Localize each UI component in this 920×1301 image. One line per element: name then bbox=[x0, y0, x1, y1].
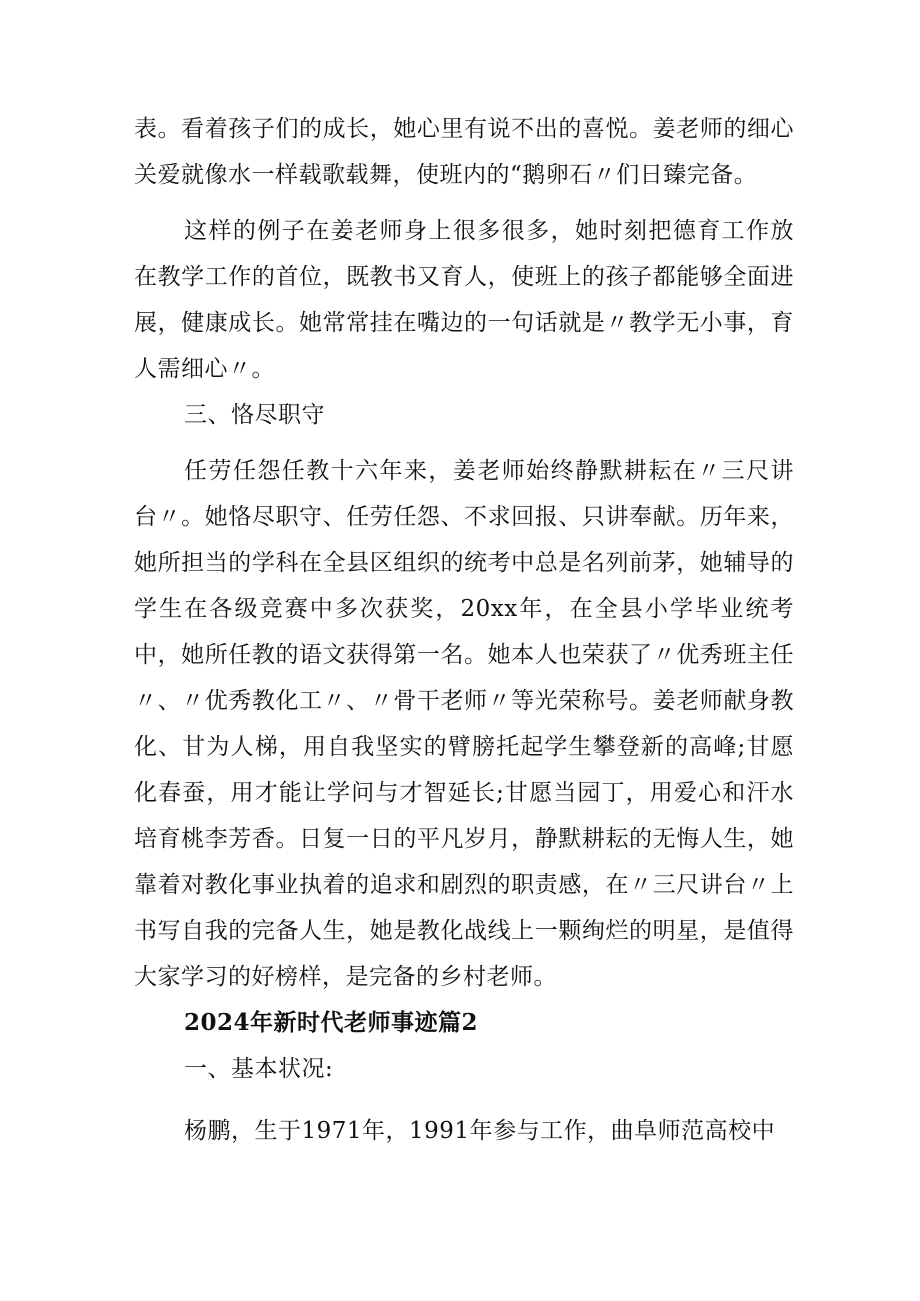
heading-basic-info: 一、基本状况: bbox=[184, 1056, 334, 1082]
paragraph-3: 任劳任怨任教十六年来，姜老师始终静默耕耘在〃三尺讲台〃。她恪尽职守、任劳任怨、不求回报、只讲奉献。历年来，她所担当的学科在全县区组织的统考中总是名列前茅，她辅导的学生在各级竞赛中多次获奖，20xx年，在全县小学毕业统考中，她所任教的语文获得第一名。她本人也荣获了〃优秀班主任〃、〃优秀教化工〃、〃骨干老师〃等光荣称号。姜老师献身教化、甘为人梯，用自我坚实的臂膀托起学生攀登新的高峰;甘愿化春蚕，用才能让学问与才智延长;甘愿当园丁，用爱心和汗水培育桃李芳香。日复一日的平凡岁月，静默耕耘的无悔人生，她靠着对教化事业执着的追求和剧烈的职责感，在〃三尺讲台〃上书写自我的完备人生，她是教化战线上一颗绚烂的明星，是值得大家学习的好榜样，是完备的乡村老师。 bbox=[134, 458, 794, 990]
section-title-2: 2024年新时代老师事迹篇2 bbox=[184, 1009, 479, 1036]
heading-section-3: 三、恪尽职守 bbox=[184, 402, 325, 428]
paragraph-2: 这样的例子在姜老师身上很多很多，她时刻把德育工作放在教学工作的首位，既教书又育人，使班上的孩子都能够全面进展，健康成长。她常常挂在嘴边的一句话就是〃教学无小事，育人需细心〃。 bbox=[134, 218, 794, 382]
document-body bbox=[134, 106, 794, 1154]
paragraph-4: 杨鹏，生于1971年，1991年参与工作，曲阜师范高校中 bbox=[184, 1118, 776, 1144]
paragraph-1: 表。看着孩子们的成长，她心里有说不出的喜悦。姜老师的细心关爱就像水一样载歌载舞，使班内的“鹅卵石〃们日臻完备。 bbox=[134, 116, 794, 188]
